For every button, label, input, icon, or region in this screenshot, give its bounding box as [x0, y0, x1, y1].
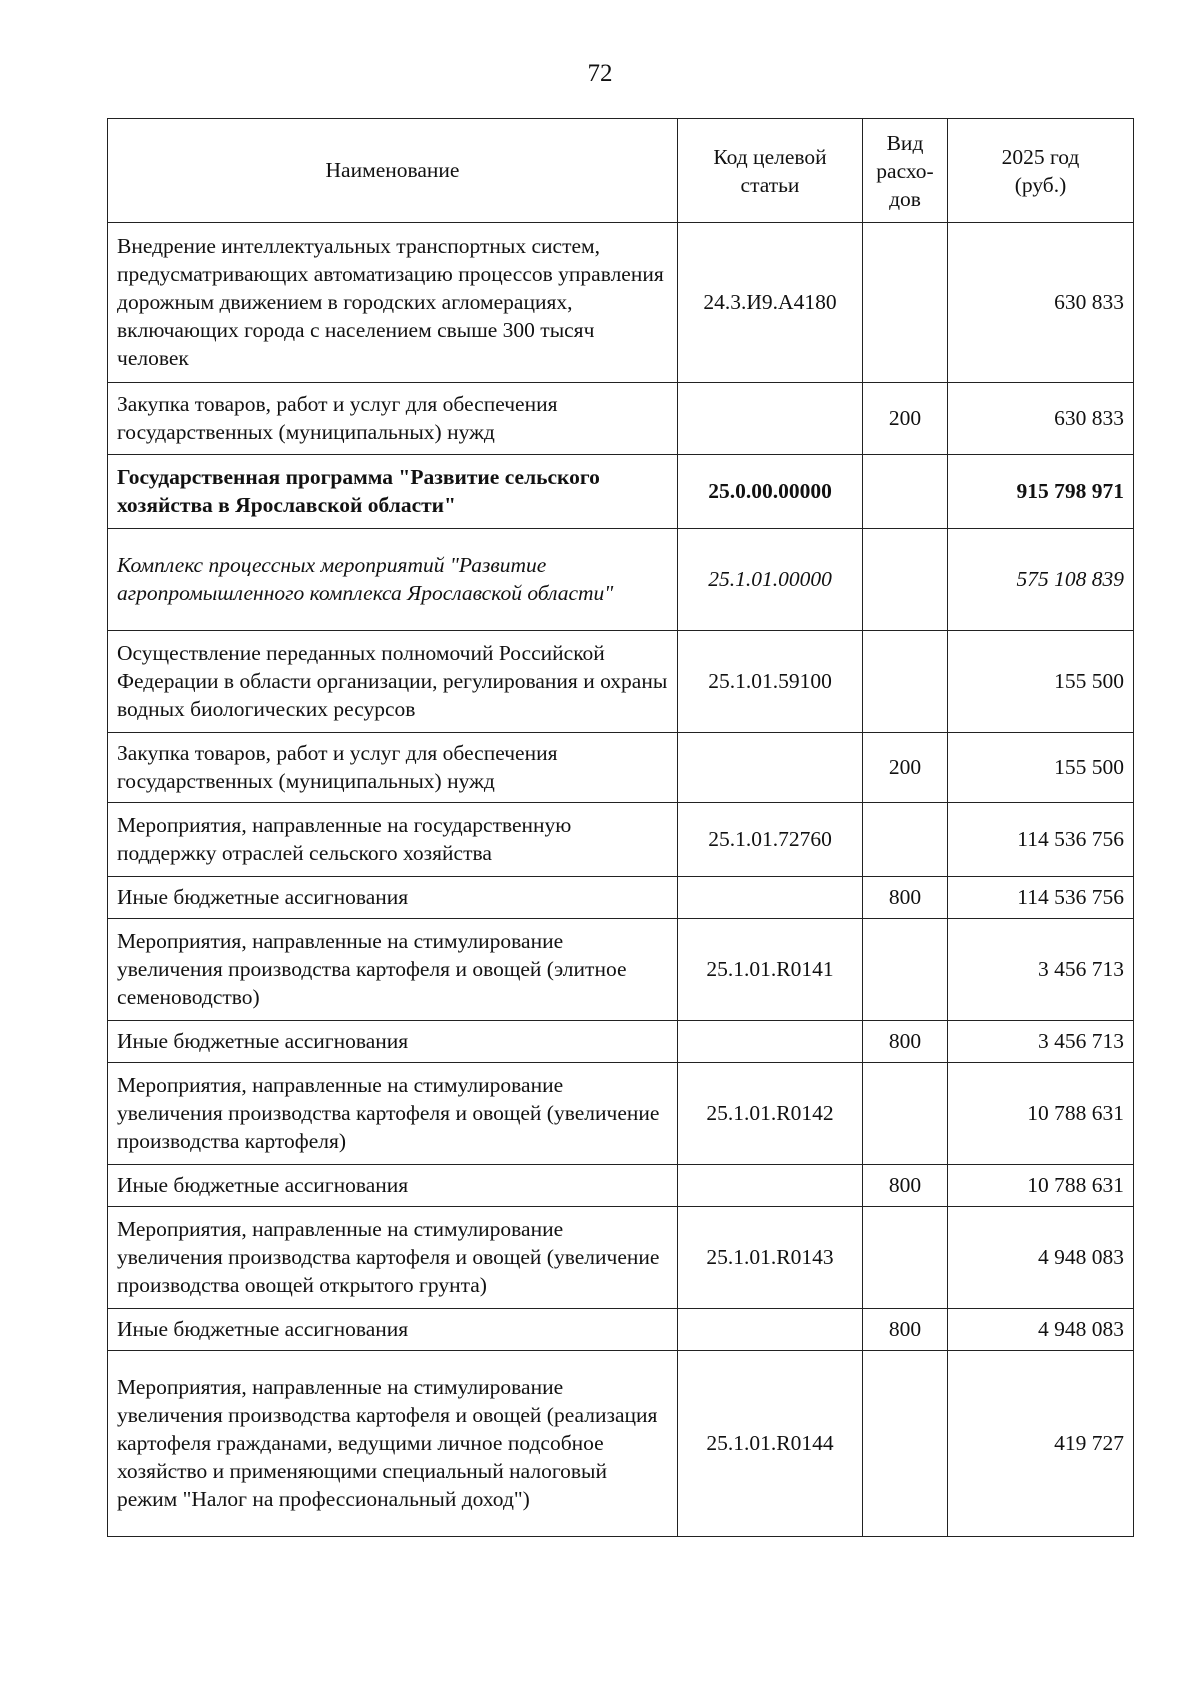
row-type-cell: [863, 803, 948, 877]
budget-table: [107, 118, 1134, 1537]
row-type-cell: 800: [863, 1021, 948, 1063]
header-type: Вид расхо-дов: [863, 119, 948, 223]
row-type-cell: [863, 631, 948, 733]
header-name: Наименование: [108, 119, 678, 223]
row-code-cell: [678, 1309, 863, 1351]
row-name-cell: Закупка товаров, работ и услуг для обеспечения государственных (муниципальных) нужд: [108, 383, 678, 455]
row-type-cell: [863, 1207, 948, 1309]
row-name-cell: Мероприятия, направленные на стимулирование увеличения производства картофеля и овощей (увеличение производства овощей открытого грунта): [108, 1207, 678, 1309]
row-code-cell: [678, 1021, 863, 1063]
row-code-cell: [678, 877, 863, 919]
row-code-cell: 25.1.01.R0144: [678, 1351, 863, 1537]
row-type-cell: 800: [863, 1165, 948, 1207]
row-name-cell: Государственная программа "Развитие сельского хозяйства в Ярославской области": [108, 455, 678, 529]
table-row: [108, 733, 1134, 803]
row-amount-cell: 915 798 971: [948, 455, 1134, 529]
table-row: [108, 455, 1134, 529]
row-type-cell: [863, 1063, 948, 1165]
row-amount-cell: 114 536 756: [948, 803, 1134, 877]
row-amount-cell: 630 833: [948, 383, 1134, 455]
table-row: [108, 1063, 1134, 1165]
row-type-cell: 200: [863, 383, 948, 455]
row-name-cell: Осуществление переданных полномочий Российской Федерации в области организации, регулирования и охраны водных биологических ресурсов: [108, 631, 678, 733]
table-row: [108, 803, 1134, 877]
row-type-cell: [863, 223, 948, 383]
row-amount-cell: 155 500: [948, 631, 1134, 733]
table-header-row: [108, 119, 1134, 223]
row-amount-cell: 3 456 713: [948, 919, 1134, 1021]
table-row: [108, 631, 1134, 733]
table-row: [108, 529, 1134, 631]
row-type-cell: [863, 455, 948, 529]
row-amount-cell: 10 788 631: [948, 1063, 1134, 1165]
row-code-cell: [678, 1165, 863, 1207]
row-code-cell: 25.1.01.00000: [678, 529, 863, 631]
row-amount-cell: 10 788 631: [948, 1165, 1134, 1207]
row-name-cell: Иные бюджетные ассигнования: [108, 1309, 678, 1351]
row-name-cell: Внедрение интеллектуальных транспортных систем, предусматривающих автоматизацию процессов управления дорожным движением в городских агломерациях, включающих города с населением свыше 300 тысяч человек: [108, 223, 678, 383]
row-amount-cell: 630 833: [948, 223, 1134, 383]
row-amount-cell: 575 108 839: [948, 529, 1134, 631]
table-row: [108, 223, 1134, 383]
header-code: Код целевой статьи: [678, 119, 863, 223]
table-row: [108, 1021, 1134, 1063]
row-code-cell: 25.0.00.00000: [678, 455, 863, 529]
row-amount-cell: 3 456 713: [948, 1021, 1134, 1063]
row-type-cell: [863, 1351, 948, 1537]
row-code-cell: 24.3.И9.А4180: [678, 223, 863, 383]
row-name-cell: Мероприятия, направленные на стимулирование увеличения производства картофеля и овощей (элитное семеноводство): [108, 919, 678, 1021]
row-name-cell: Мероприятия, направленные на государственную поддержку отраслей сельского хозяйства: [108, 803, 678, 877]
table-row: [108, 383, 1134, 455]
table-row: [108, 1309, 1134, 1351]
row-name-cell: Мероприятия, направленные на стимулирование увеличения производства картофеля и овощей (реализация картофеля гражданами, ведущими личное подсобное хозяйство и применяющими специальный налоговый режим "Налог на профессиональный доход"): [108, 1351, 678, 1537]
row-name-cell: Мероприятия, направленные на стимулирование увеличения производства картофеля и овощей (увеличение производства картофеля): [108, 1063, 678, 1165]
row-amount-cell: 419 727: [948, 1351, 1134, 1537]
row-amount-cell: 155 500: [948, 733, 1134, 803]
row-type-cell: [863, 919, 948, 1021]
row-code-cell: 25.1.01.59100: [678, 631, 863, 733]
row-type-cell: 800: [863, 877, 948, 919]
row-name-cell: Закупка товаров, работ и услуг для обеспечения государственных (муниципальных) нужд: [108, 733, 678, 803]
header-amount: 2025 год (руб.): [948, 119, 1134, 223]
row-code-cell: [678, 733, 863, 803]
page-number: 72: [587, 60, 613, 87]
row-name-cell: Иные бюджетные ассигнования: [108, 1021, 678, 1063]
row-code-cell: [678, 383, 863, 455]
row-amount-cell: 4 948 083: [948, 1309, 1134, 1351]
row-name-cell: Иные бюджетные ассигнования: [108, 1165, 678, 1207]
row-code-cell: 25.1.01.R0141: [678, 919, 863, 1021]
row-type-cell: [863, 529, 948, 631]
table-row: [108, 919, 1134, 1021]
row-name-cell: Иные бюджетные ассигнования: [108, 877, 678, 919]
row-code-cell: 25.1.01.R0143: [678, 1207, 863, 1309]
row-type-cell: 200: [863, 733, 948, 803]
row-amount-cell: 4 948 083: [948, 1207, 1134, 1309]
table-row: [108, 1207, 1134, 1309]
row-name-cell: Комплекс процессных мероприятий "Развитие агропромышленного комплекса Ярославской области": [108, 529, 678, 631]
row-type-cell: 800: [863, 1309, 948, 1351]
table-row: [108, 877, 1134, 919]
row-code-cell: 25.1.01.72760: [678, 803, 863, 877]
table-row: [108, 1165, 1134, 1207]
table-row: [108, 1351, 1134, 1537]
row-code-cell: 25.1.01.R0142: [678, 1063, 863, 1165]
row-amount-cell: 114 536 756: [948, 877, 1134, 919]
